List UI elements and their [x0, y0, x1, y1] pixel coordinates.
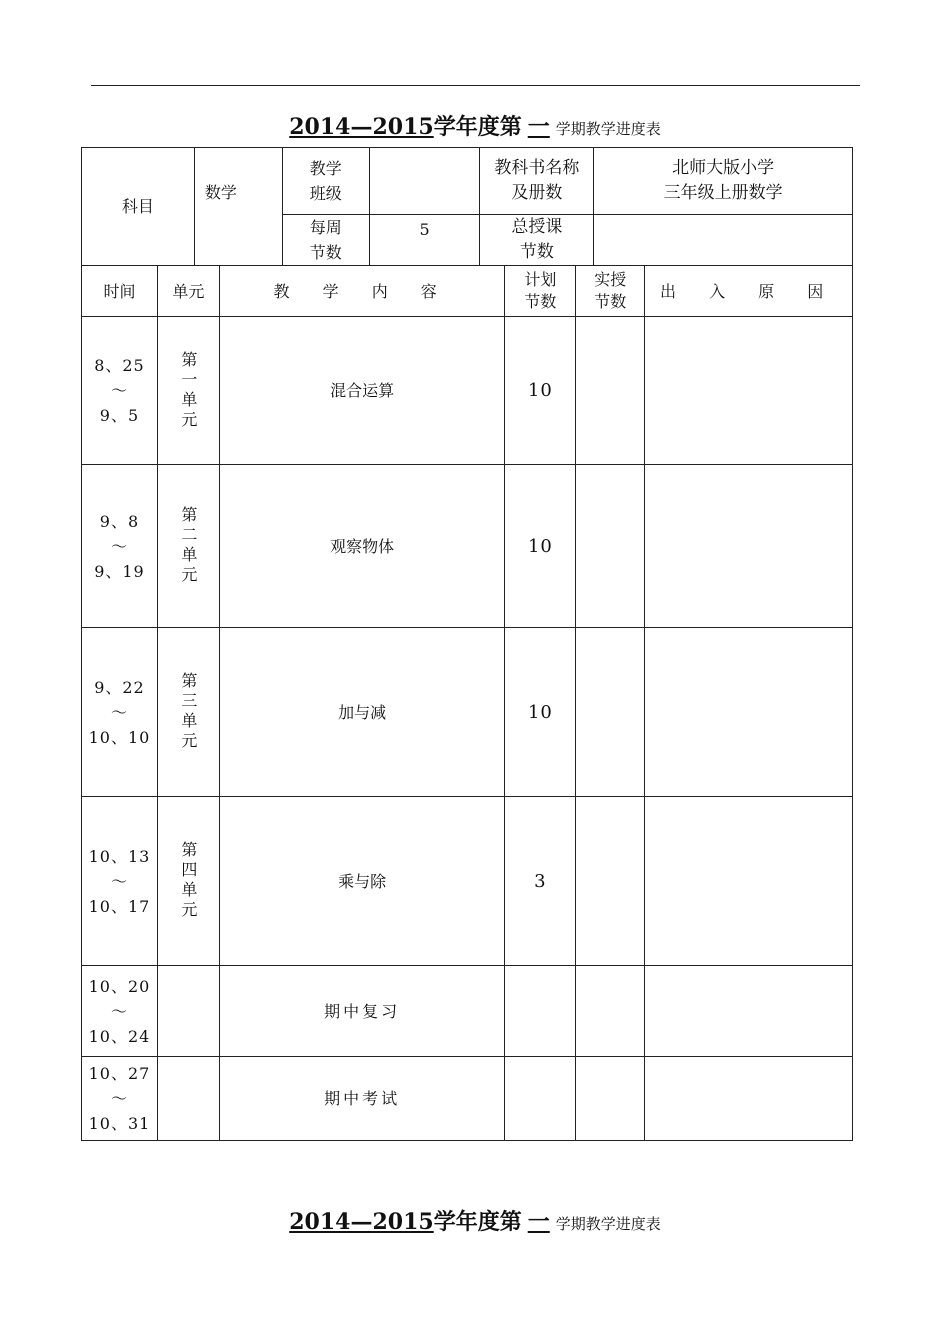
row-content: 混合运算 — [219, 317, 505, 465]
row-actual — [576, 966, 645, 1057]
row-unit — [157, 966, 219, 1057]
row-content: 期中考试 — [219, 1057, 505, 1141]
table-row — [82, 628, 853, 797]
textbook-label: 教科书名称 及册数 — [480, 148, 594, 215]
schedule-table — [81, 265, 853, 1141]
header-unit: 单元 — [157, 266, 219, 317]
title-suffix: 学期教学进度表 — [555, 1215, 661, 1233]
row-content: 观察物体 — [219, 465, 505, 628]
row-time: 9、22 ～ 10、10 — [82, 628, 158, 797]
row-time: 8、25 ～ 9、5 — [82, 317, 158, 465]
header-time: 时间 — [82, 266, 158, 317]
row-actual — [576, 1057, 645, 1141]
row-unit: 第三单元 — [157, 628, 219, 797]
page-title — [0, 110, 950, 141]
row-planned — [505, 1057, 576, 1141]
row-content: 加与减 — [219, 628, 505, 797]
table-row — [82, 1057, 853, 1141]
row-time: 9、8 ～ 9、19 — [82, 465, 158, 628]
row-time: 10、27 ～ 10、31 — [82, 1057, 158, 1141]
row-planned — [505, 966, 576, 1057]
weekly-value: 5 — [369, 215, 480, 266]
weekly-label: 每周 节数 — [282, 215, 369, 266]
row-actual — [576, 317, 645, 465]
row-reason — [645, 628, 853, 797]
row-reason — [645, 966, 853, 1057]
title-mid: 学年度第 — [433, 1209, 522, 1235]
subject-label: 科目 — [82, 148, 195, 266]
table-row — [82, 317, 853, 465]
row-reason — [645, 465, 853, 628]
header-content: 教 学 内 容 — [219, 266, 505, 317]
row-unit: 第一单元 — [157, 317, 219, 465]
row-time: 10、20 ～ 10、24 — [82, 966, 158, 1057]
row-planned: 10 — [505, 465, 576, 628]
row-content: 乘与除 — [219, 797, 505, 966]
total-label: 总授课 节数 — [480, 215, 594, 266]
title-semester: 一 — [527, 1209, 550, 1235]
top-rule — [91, 85, 860, 86]
header-actual: 实授 节数 — [576, 266, 645, 317]
row-unit — [157, 1057, 219, 1141]
table-row — [82, 966, 853, 1057]
row-reason — [645, 797, 853, 966]
title-year: 2014—2015 — [289, 1209, 434, 1235]
row-planned: 10 — [505, 317, 576, 465]
class-label: 教学 班级 — [282, 148, 369, 215]
row-content: 期中复习 — [219, 966, 505, 1057]
row-actual — [576, 797, 645, 966]
row-reason — [645, 317, 853, 465]
total-value — [594, 215, 853, 266]
row-unit: 第四单元 — [157, 797, 219, 966]
page-title-repeat — [0, 1205, 950, 1236]
title-suffix: 学期教学进度表 — [555, 120, 661, 138]
textbook-value: 北师大版小学 三年级上册数学 — [594, 148, 853, 215]
row-reason — [645, 1057, 853, 1141]
row-actual — [576, 628, 645, 797]
row-time: 10、13 ～ 10、17 — [82, 797, 158, 966]
subject-value: 数学 — [194, 148, 282, 266]
header-row — [82, 266, 853, 317]
row-actual — [576, 465, 645, 628]
class-value — [369, 148, 480, 215]
title-semester: 一 — [527, 114, 550, 140]
table-row — [82, 465, 853, 628]
header-planned: 计划 节数 — [505, 266, 576, 317]
title-mid: 学年度第 — [433, 114, 522, 140]
row-unit: 第二单元 — [157, 465, 219, 628]
title-year: 2014—2015 — [289, 114, 434, 140]
row-planned: 3 — [505, 797, 576, 966]
info-table — [81, 147, 853, 266]
table-row — [82, 797, 853, 966]
row-planned: 10 — [505, 628, 576, 797]
header-reason: 出 入 原 因 — [645, 266, 853, 317]
